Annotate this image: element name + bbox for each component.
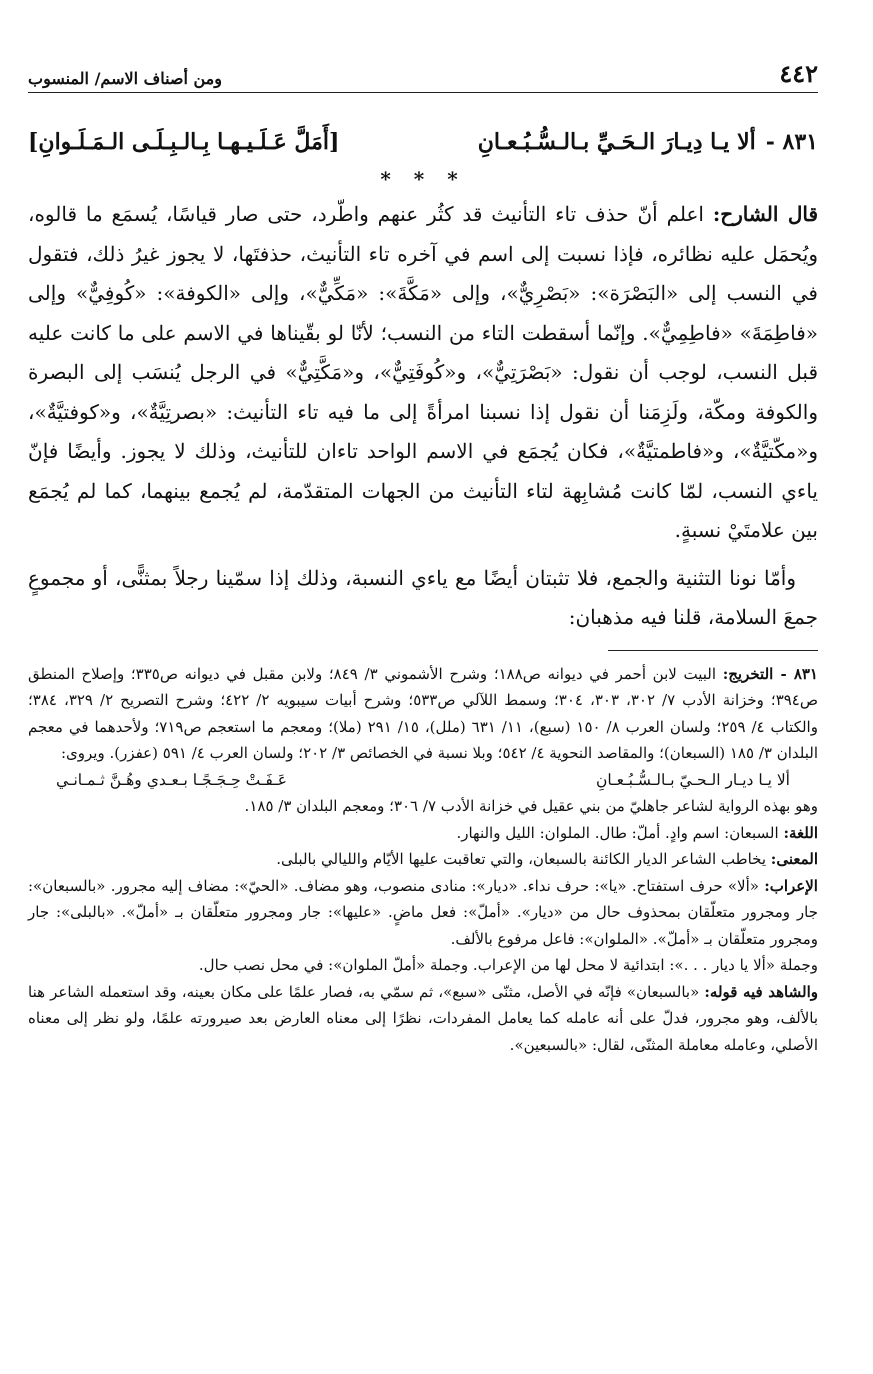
commentary-text-1: اعلم أنّ حذف تاء التأنيث قد كثُر عنهم واطّرد، حتى صار قياسًا، يُسمَع ما قالوه، ويُحمَل عليه نظائره، فإذا نسبت إلى اسم في آخره تاء التأنيث، حذفتَها، لا يجوز غيرُ ذلك، فتقول في النسب إلى «البَصْرَة»: «بَصْرِيٌّ»، وإلى «مَكَّةَ»: «مَكِّيٌّ»، وإلى «الكوفة»: «كُوفِيٌّ» وإلى «فاطِمَةَ» «فاطِمِيٌّ». وإنّما أسقطت التاء من النسب؛ لأنّا لو بقّيناها في الاسم على ما كانت عليه قبل النسب، لوجب أن نقول: «بَصْرَتِيٌّ»، و«كُوفَتِيٌّ»، و«مَكَّتِيٌّ» في الرجل يُنسَب إلى البصرة والكوفة ومكّة، ولَزِمَنا أن نقول إذا نسبنا امرأةً إلى ما فيه تاء التأنيث: «بصرتِيَّةٌ»، و«كوفتيَّةٌ»، و«مكّتيَّةٌ»، و«فاطمتيَّةٌ»، فكان يُجمَع في الاسم الواحد تاءان للتأنيث، وذلك لا يجوز. وأيضًا فإنّ ياءي النسب، لمّا كانت مُشابِهة لتاء التأنيث من الجهات المتقدّمة، لم يُجمع بينهما، كما لم يُجمَع بين علامتَيْ نسبةٍ. [28,202,818,542]
irab-note [28,873,818,953]
section-stars: * * * [380,167,466,191]
verse-line [28,129,818,155]
commentary-body [28,195,818,638]
footnotes [28,661,818,1059]
verse-number: ٨٣١ - [765,129,818,155]
takhrij-text: البيت لابن أحمر في ديوانه ص١٨٨؛ وشرح الأشموني ٣/ ٨٤٩؛ ولابن مقبل في ديوانه ص٣٣٥؛ وإصلاح المنطق ص٣٩٤؛ وخزانة الأدب ٧/ ٣٠٢، ٣٠٣، ٣٠٤؛ وسمط اللآلي ص٥٣٣؛ وشرح أبيات سيبويه ٢/ ٤٢٢؛ وشرح التصريح ٢/ ٣٢٩، ٣٨٤؛ والكتاب ٤/ ٢٥٩؛ ولسان العرب ٨/ ١٥٠ (سبع)، ١١/ ٦٣١ (ملل)، ١٥/ ٢٩١ (ملا)؛ ومعجم ما استعجم ص٧١٩؛ ولأحدهما في معجم البلدان ٣/ ١٨٥ (السبعان)؛ والمقاصد النحوية ٤/ ٥٤٢؛ وبلا نسبة في الخصائص ٣/ ٢٠٢؛ ولسان العرب ٤/ ٥٩١ (عفزر). ويروى: [28,664,818,762]
commentator-label: قال الشارح: [712,202,819,226]
shahid-label: والشاهد فيه قوله: [704,982,818,1001]
alternate-verse-1: ألا يـا ديـار الـحـيّ بـالـسُّـبُـعـانِ [596,770,790,789]
footnote-separator [608,650,818,651]
verse-first-hemistich [478,129,818,155]
lugha-text: السبعان: اسم وادٍ. أملّ: طال. الملوان: الليل والنهار. [456,823,779,842]
running-title: ومن أصناف الاسم/ المنسوب [28,69,222,88]
hemistich-1-text: ألا يـا دِيـارَ الـحَـيِّ بـالـسُّـبُـعـانِ [477,129,756,155]
verse-second-hemistich: [أَمَلَّ عَـلَـيـهـا بِـالـبِـلَـى الـمَـلَـوانِ] [28,129,340,155]
page-number: ٤٤٢ [779,59,818,88]
takhrij-note [28,661,818,767]
book-page [28,52,818,1058]
takhrij-label: ٨٣١ - التخريج: [722,664,818,683]
page-header [28,52,818,93]
maana-text: يخاطب الشاعر الديار الكائنة بالسبعان، والتي تعاقبت عليها الأيّام والليالي بالبلى. [276,850,766,868]
maana-label: المعنى: [770,850,818,868]
jumla-note: وجملة «ألا يا ديار . . .»: ابتدائية لا محل لها من الإعراب. وجملة «أملّ الملوان»: في محل نصب حال. [198,956,818,974]
alternate-verse [28,767,818,794]
commentary-paragraph-2: وأمّا نونا التثنية والجمع، فلا تثبتان أيضًا مع ياءي النسبة، وذلك إذا سمّينا رجلاً بمثنًّى، أو مجموعٍ جمعَ السلامة، قلنا فيه مذهبان: [28,565,818,629]
riwaya-note: وهو بهذه الرواية لشاعر جاهليّ من بني عقيل في خزانة الأدب ٧/ ٣٠٦؛ ومعجم البلدان ٣/ ١٨٥. [244,797,818,815]
lugha-note [28,820,818,847]
lugha-label: اللغة: [783,823,818,842]
maana-note [28,846,818,873]
shahid-text: «بالسبعان» فإنّه في الأصل، مثنّى «سبع»، ثم سمّي به، فصار علمًا على مكان بعينه، وقد استعمله الشاعر هنا بالألف، وهو مجرور، فدلّ على أنه عامله كما يعامل المفردات، نظرًا إلى معناه العارض بعد صيرورته علمًا، ولو نظر إلى معناه الأصلي، وعامله معاملة المثنّى، لقال: «بالسبعين». [28,982,818,1054]
alternate-verse-2: عَـفَـتْ حِـجَـجًـا بـعـدي وهُـنَّ ثـمـانـي [56,770,288,789]
irab-label: الإعراب: [764,876,818,895]
commentary-paragraph-1 [28,195,818,551]
irab-text: «ألا» حرف استفتاح. «يا»: حرف نداء. «ديار»: منادى منصوب، وهو مضاف. «الحيّ»: مضاف إليه مجرور. «بالسبعان»: جار ومجرور متعلّقان بمحذوف حال من «ديار». «أملّ»: فعل ماضٍ. «عليها»: جار ومجرور متعلّقان بـ «أملّ». «بالبلى»: جار ومجرور متعلّقان بـ «أملّ». «الملوان»: فاعل مرفوع بالألف. [28,876,818,948]
shahid-note [28,979,818,1059]
